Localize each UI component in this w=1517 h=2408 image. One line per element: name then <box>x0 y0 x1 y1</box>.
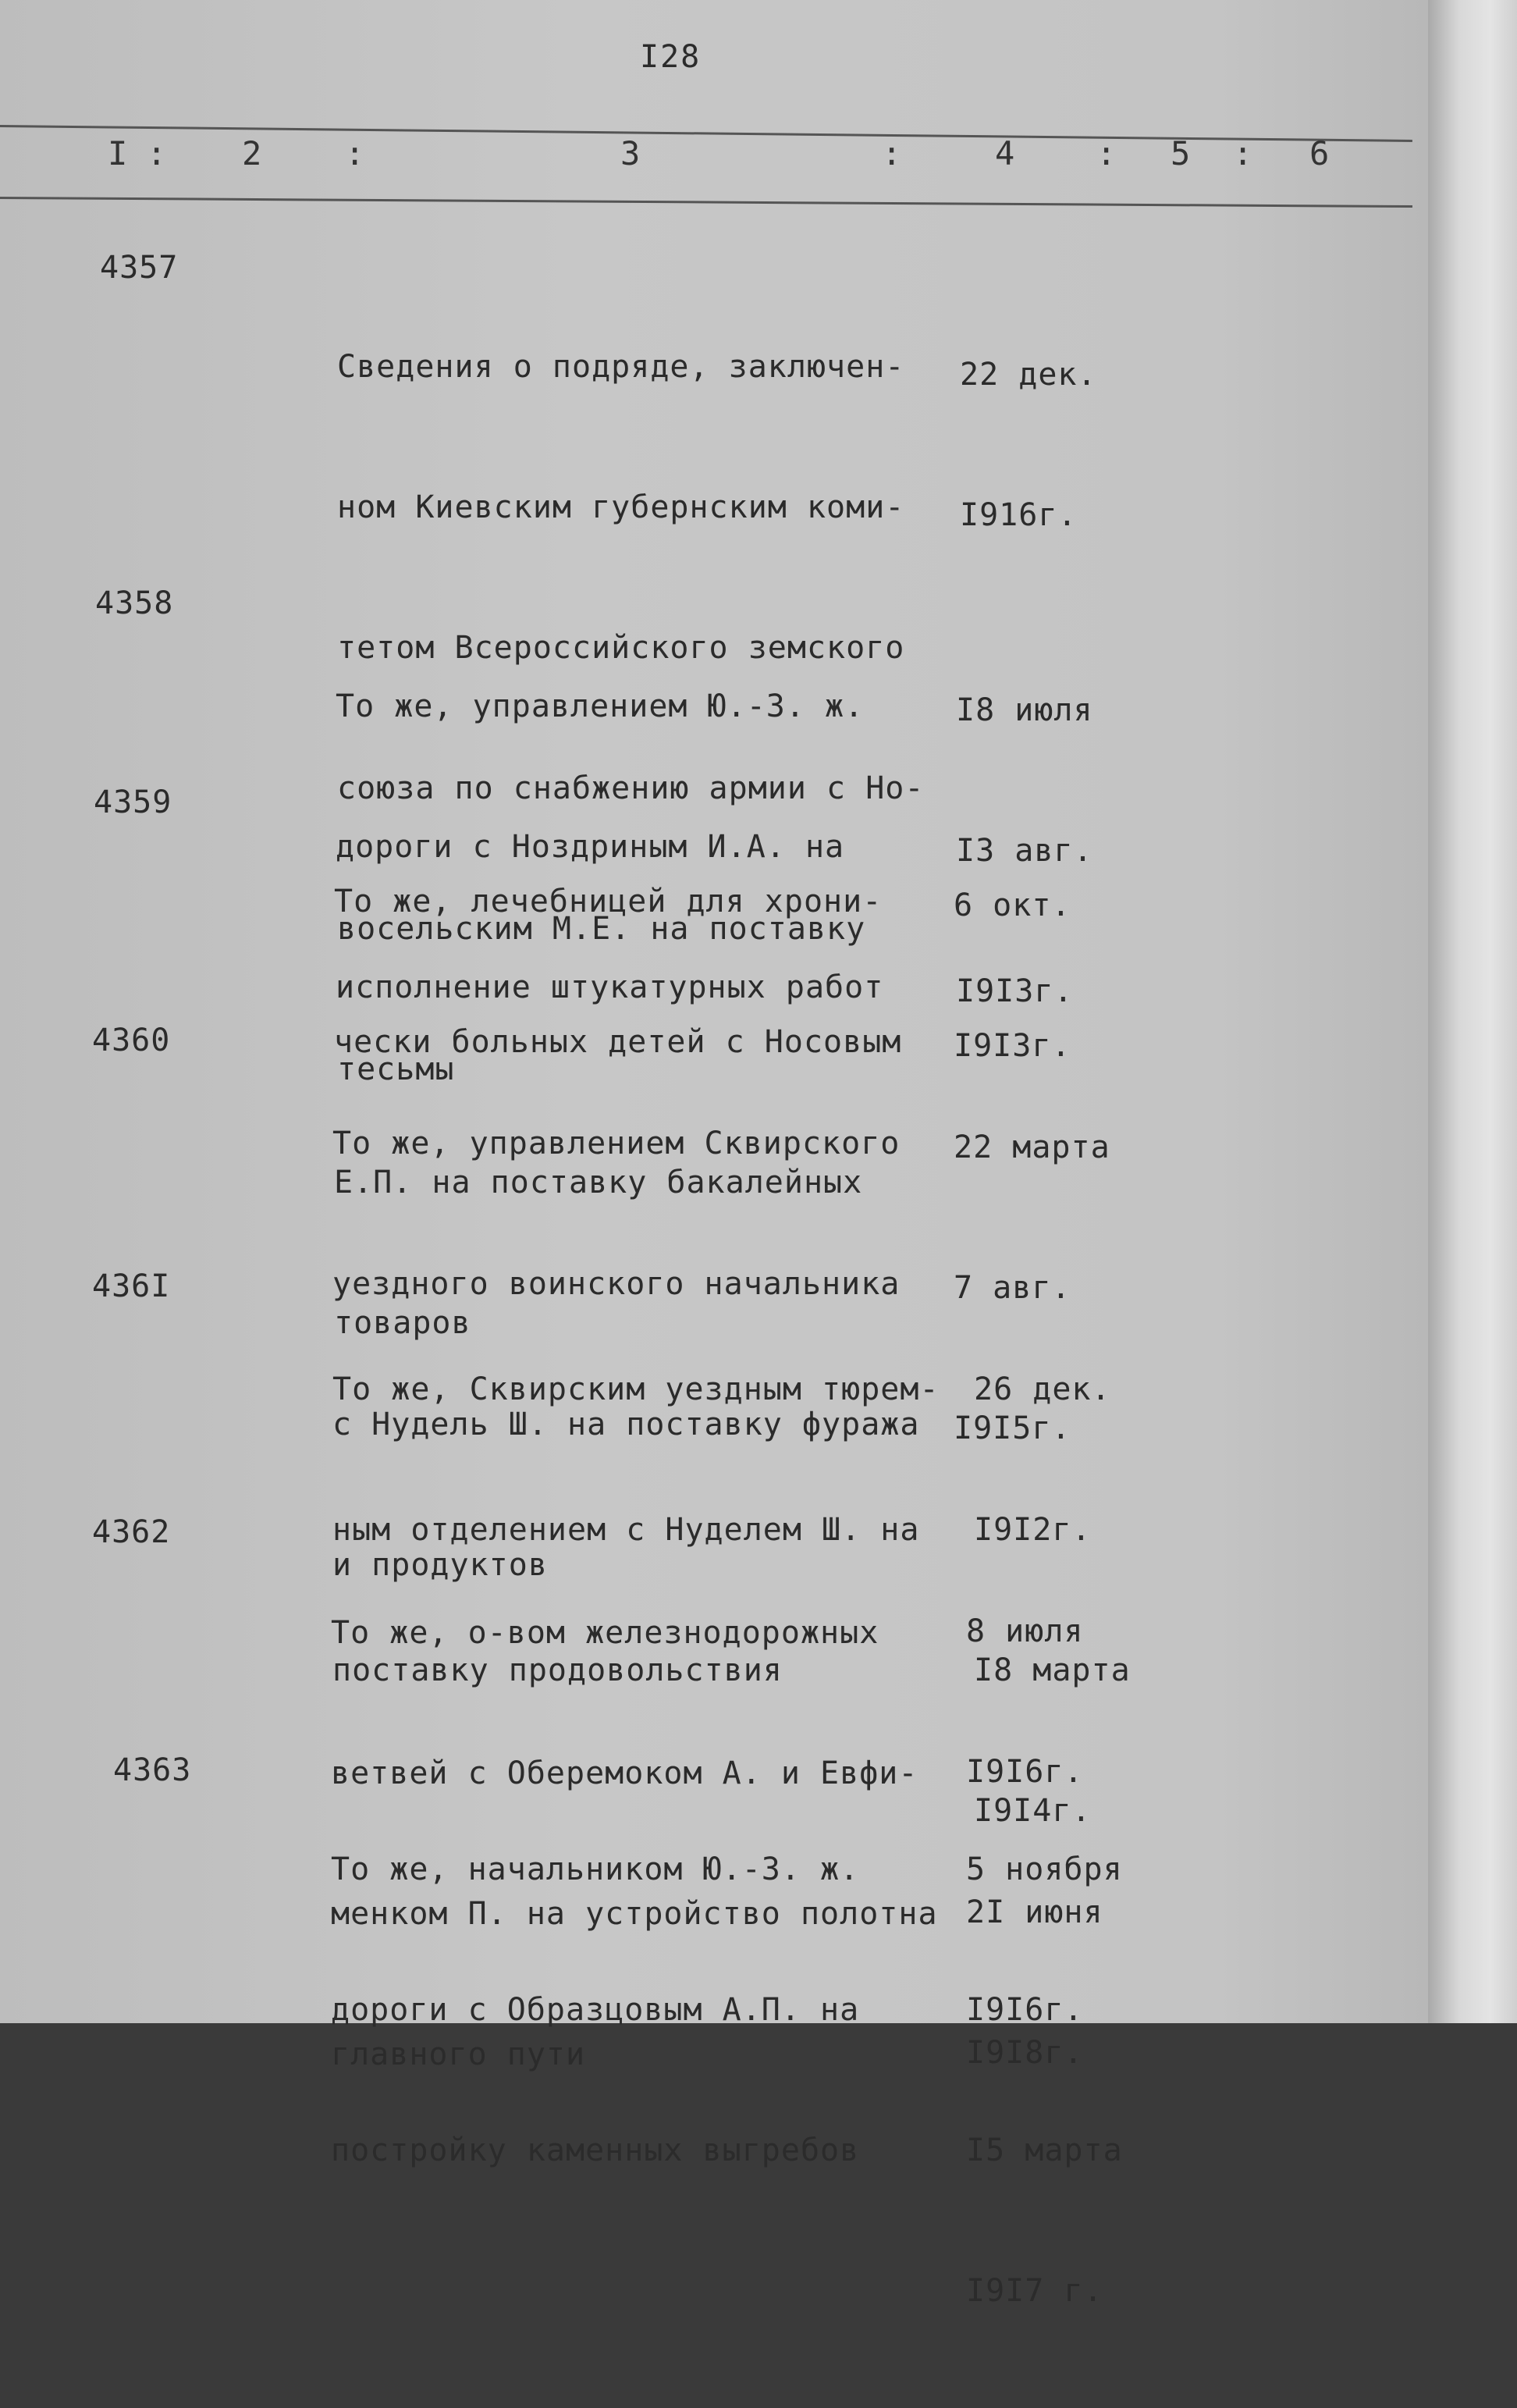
entry-text-line: и продуктов <box>332 1547 548 1583</box>
column-separator: : <box>345 134 365 173</box>
entry-date-line: I9I5г. <box>954 1410 1071 1446</box>
entry-text-line: чески больных детей с Носовым <box>334 1024 902 1060</box>
entry-text-line: тесьмы <box>337 1051 455 1087</box>
column-separator: : <box>1096 134 1117 173</box>
entry-text-line: ветвей с Оберемоком А. и Евфи- <box>331 1755 918 1791</box>
entry-date-line: I9I3г. <box>954 1028 1071 1064</box>
entry-text-line: менком П. на устройство полотна <box>331 1896 938 1932</box>
column-header-3: 3 <box>620 134 641 173</box>
entry-text-line: То же, управлением Ю.-З. ж. <box>336 688 865 724</box>
entry-date-line: I916г. <box>960 497 1078 533</box>
entry-date-line: I9I6г. <box>966 1992 1084 2028</box>
entry-date-line: I9I7 г. <box>966 2273 1103 2309</box>
entry-text-line: исполнение штукатурных работ <box>336 969 884 1005</box>
entry-date-line: 26 дек. <box>974 1371 1111 1407</box>
entry-text-line: тетом Всероссийского земского <box>337 630 905 666</box>
entry-date-line: 5 ноября <box>966 1851 1123 1887</box>
entry-text-line: Сведения о подряде, заключен- <box>337 349 905 385</box>
column-header-4: 4 <box>995 134 1015 173</box>
entry-date-line: I9I4г. <box>974 1793 1092 1829</box>
entry-text-line: постройку каменных выгребов <box>331 2132 860 2168</box>
page-number: I28 <box>640 39 702 75</box>
column-header-2: 2 <box>242 134 262 173</box>
entry-date-line: 22 дек. <box>960 357 1097 393</box>
column-header-1: I <box>108 134 128 173</box>
column-separator: : <box>1233 134 1253 173</box>
entry-text-line: с Нудель Ш. на поставку фуража <box>332 1407 920 1442</box>
entry-date-line: 22 марта <box>954 1129 1110 1165</box>
entry-date-line: 8 июля <box>966 1613 1084 1649</box>
page-edge <box>1428 0 1517 2023</box>
entry-number: 4362 <box>92 1514 171 1550</box>
entry-date-line: 2I июня <box>966 1894 1103 1930</box>
entry-text-line: дороги с Образцовым А.П. на <box>331 1992 860 2028</box>
entry-text-line: Е.П. на поставку бакалейных <box>334 1165 863 1200</box>
entry-date-line: I5 марта <box>966 2132 1123 2168</box>
entry-number: 4358 <box>95 585 174 621</box>
entry-text-line: дороги с Ноздриным И.А. на <box>336 829 845 865</box>
entry-text-line: ном Киевским губернским коми- <box>337 489 905 525</box>
entry-date-line: 6 окт. <box>954 887 1071 923</box>
entry-text-line: То же, начальником Ю.-З. ж. <box>331 1851 860 1887</box>
column-header-6: 6 <box>1309 134 1330 173</box>
column-separator: : <box>882 134 902 173</box>
entry-date-line: I8 июля <box>956 692 1093 728</box>
entry-number: 4360 <box>92 1023 171 1058</box>
entry-text-line: восельским М.Е. на поставку <box>337 911 866 947</box>
entry-text-line: товаров <box>334 1305 471 1341</box>
entry-date-line: I9I3г. <box>956 973 1074 1009</box>
entry-text-line: То же, лечебницей для хрони- <box>334 884 883 919</box>
column-separator: : <box>147 134 167 173</box>
entry-number: 436I <box>92 1268 171 1304</box>
entry-date-line: I8 марта <box>974 1652 1131 1688</box>
entry-text-line: поставку продовольствия <box>332 1652 783 1688</box>
entry-date-line: I9I6г. <box>966 1754 1084 1790</box>
entry-date <box>966 1752 1123 2408</box>
entry-text-line: уездного воинского начальника <box>332 1266 901 1302</box>
header-rule-bottom <box>0 197 1412 208</box>
entry-text-line: главного пути <box>331 2036 586 2072</box>
entry-description <box>331 1752 859 2268</box>
header-rule-top <box>0 125 1412 142</box>
column-header-5: 5 <box>1171 134 1191 173</box>
entry-date-line: I3 авг. <box>956 833 1093 869</box>
entry-number: 4357 <box>100 250 179 286</box>
entry-text-line: То же, о-вом железнодорожных <box>331 1615 879 1651</box>
entry-text-line: ным отделением с Нуделем Ш. на <box>332 1512 920 1548</box>
entry-date-line: I9I8г. <box>966 2035 1084 2071</box>
entry-text-line: союза по снабжению армии с Но- <box>337 770 925 806</box>
entry-number: 4359 <box>94 784 172 820</box>
entry-text-line: То же, управлением Сквирского <box>332 1126 901 1161</box>
entry-date <box>960 258 1097 632</box>
entry-date-line: 7 авг. <box>954 1270 1071 1306</box>
entry-text-line: То же, Сквирским уездным тюрем- <box>332 1371 940 1407</box>
entry-date-line: I9I2г. <box>974 1512 1092 1548</box>
entry-number: 4363 <box>113 1752 192 1788</box>
